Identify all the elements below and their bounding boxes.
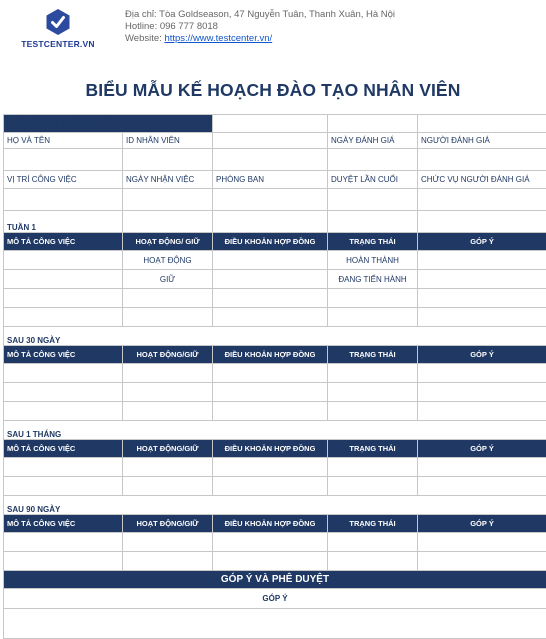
activity-option-hold[interactable]: GIỮ bbox=[123, 270, 213, 289]
employee-info-values-1 bbox=[4, 149, 546, 171]
week1-column-headers: MÔ TẢ CÔNG VIỆC HOẠT ĐỘNG/ GIỮ ĐIỀU KHOẢN HỢP ĐỒNG TRẠNG THÁI GÓP Ý bbox=[4, 233, 546, 251]
status-option-in-progress[interactable]: ĐANG TIẾN HÀNH bbox=[328, 270, 418, 289]
table-row bbox=[4, 270, 546, 289]
reviewer-cell[interactable] bbox=[418, 149, 546, 171]
approval-header-row bbox=[4, 571, 546, 589]
table-row bbox=[4, 251, 546, 270]
logo bbox=[18, 8, 98, 52]
table-row bbox=[4, 289, 546, 308]
table-row bbox=[4, 308, 546, 327]
feedback-input-row bbox=[4, 609, 546, 639]
label-job-position: VỊ TRÍ CÔNG VIỆC bbox=[4, 171, 123, 189]
label-reviewer: NGƯỜI ĐÁNH GIÁ bbox=[418, 133, 546, 149]
table-row bbox=[4, 402, 546, 421]
employee-info-header-row bbox=[4, 115, 546, 133]
address-text: Địa chỉ: Tòa Goldseason, 47 Nguyễn Tuân, Thanh Xuân, Hà Nội bbox=[125, 9, 395, 21]
website-link[interactable]: https://www.testcenter.vn/ bbox=[164, 33, 272, 44]
label-start-date: NGÀY NHẬN VIỆC bbox=[123, 171, 213, 189]
approval-title: GÓP Ý VÀ PHÊ DUYỆT bbox=[4, 571, 546, 589]
month1-column-headers: MÔ TẢ CÔNG VIỆC HOẠT ĐỘNG/GIỮ ĐIỀU KHOẢN HỢP ĐỒNG TRẠNG THÁI GÓP Ý bbox=[4, 440, 546, 458]
table-row bbox=[4, 458, 546, 477]
label-reviewer-title: CHỨC VỤ NGƯỜI ĐÁNH GIÁ bbox=[418, 171, 546, 189]
table-row bbox=[4, 552, 546, 571]
employee-id-cell[interactable] bbox=[123, 149, 213, 171]
day90-column-headers: MÔ TẢ CÔNG VIỆC HOẠT ĐỘNG/GIỮ ĐIỀU KHOẢN HỢP ĐỒNG TRẠNG THÁI GÓP Ý bbox=[4, 515, 546, 533]
label-department: PHÒNG BAN bbox=[213, 171, 328, 189]
website-label: Website: bbox=[125, 33, 164, 44]
day30-title-row bbox=[4, 327, 546, 346]
shield-check-icon bbox=[44, 8, 72, 36]
activity-option-active[interactable]: HOẠT ĐỘNG bbox=[123, 251, 213, 270]
label-review-date: NGÀY ĐÁNH GIÁ bbox=[328, 133, 418, 149]
week1-title-row bbox=[4, 211, 546, 233]
feedback-input[interactable] bbox=[4, 609, 546, 639]
logo-text: TESTCENTER.VN bbox=[18, 39, 98, 49]
review-date-cell[interactable] bbox=[328, 149, 418, 171]
day90-title-row bbox=[4, 496, 546, 515]
employee-info-title: THÔNG TIN NHÂN VIÊN bbox=[4, 115, 213, 133]
label-employee-id: ID NHÂN VIÊN bbox=[123, 133, 213, 149]
month1-title: SAU 1 THÁNG bbox=[4, 421, 546, 440]
month1-title-row bbox=[4, 421, 546, 440]
contact-info bbox=[125, 9, 395, 45]
page-title: BIỂU MẪU KẾ HOẠCH ĐÀO TẠO NHÂN VIÊN bbox=[0, 80, 546, 101]
training-plan-table bbox=[3, 114, 546, 639]
table-row bbox=[4, 533, 546, 552]
day30-title: SAU 30 NGÀY bbox=[4, 327, 546, 346]
hotline-text: Hotline: 096 777 8018 bbox=[125, 21, 395, 33]
day90-title: SAU 90 NGÀY bbox=[4, 496, 546, 515]
full-name-cell[interactable] bbox=[4, 149, 123, 171]
week1-title: TUẦN 1 bbox=[4, 211, 123, 233]
status-option-completed[interactable]: HOÀN THÀNH bbox=[328, 251, 418, 270]
page-header bbox=[0, 0, 546, 60]
table-row bbox=[4, 477, 546, 496]
label-last-approval: DUYỆT LẦN CUỐI bbox=[328, 171, 418, 189]
label-full-name: HỌ VÀ TÊN bbox=[4, 133, 123, 149]
day30-column-headers: MÔ TẢ CÔNG VIỆC HOẠT ĐỘNG/GIỮ ĐIỀU KHOẢN HỢP ĐỒNG TRẠNG THÁI GÓP Ý bbox=[4, 346, 546, 364]
table-row bbox=[4, 383, 546, 402]
table-row bbox=[4, 364, 546, 383]
website-line bbox=[125, 33, 395, 45]
feedback-label: GÓP Ý bbox=[4, 589, 546, 609]
employee-info-labels-2 bbox=[4, 171, 546, 189]
employee-info-labels-1 bbox=[4, 133, 546, 149]
feedback-label-row bbox=[4, 589, 546, 609]
employee-info-values-2 bbox=[4, 189, 546, 211]
